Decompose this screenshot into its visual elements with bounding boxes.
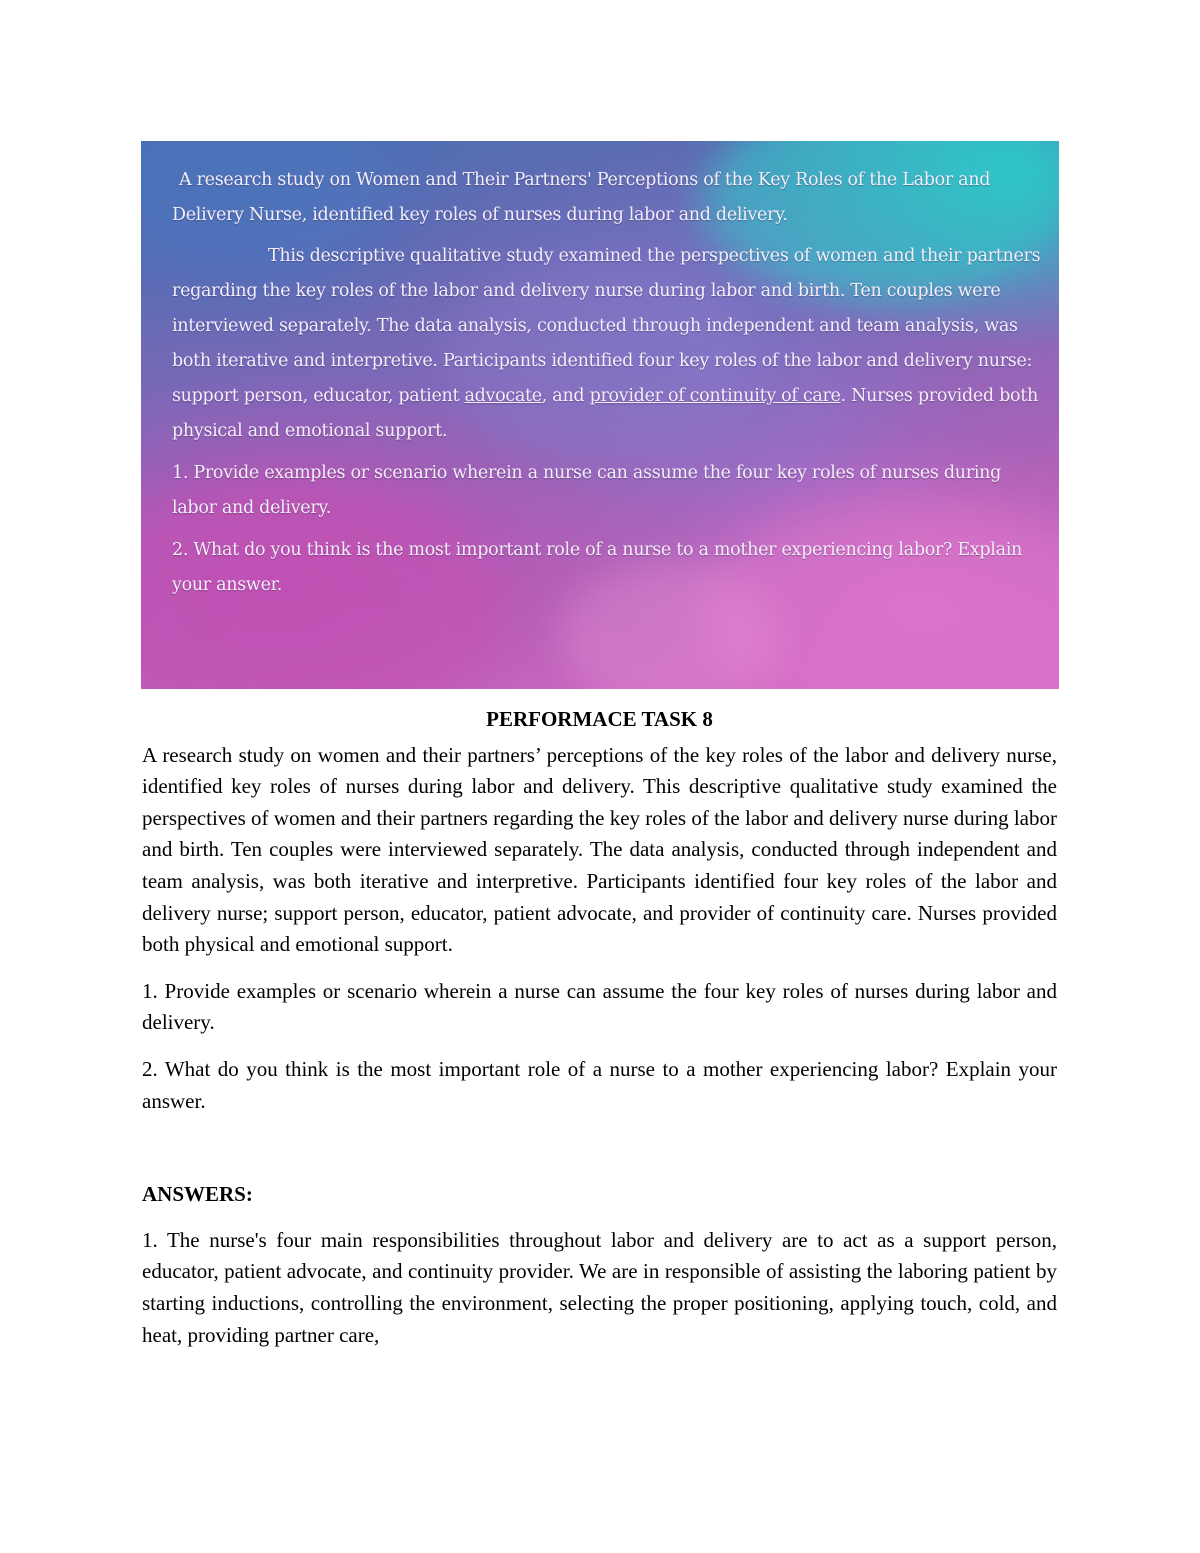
- banner-advocate-underlined: advocate: [464, 386, 542, 406]
- page-title: PERFORMACE TASK 8: [486, 707, 713, 731]
- banner-continuity-underlined: provider of continuity of care: [589, 386, 841, 406]
- banner-text: [172, 163, 1042, 603]
- question-1: 1. Provide examples or scenario wherein a nurse can assume the four key roles of nurses during labor and delivery.: [142, 978, 1057, 1035]
- question-2: 2. What do you think is the most important role of a nurse to a mother experiencing labor? Explain your answer.: [142, 1056, 1057, 1113]
- banner-paragraph-text-c: . Nurses provided both physical and emotional support.: [172, 386, 1038, 441]
- answer-1: 1. The nurse's four main responsibilities throughout labor and delivery are to act as a support person, educator, patient advocate, and continuity provider. We are in responsible of assisting the laboring patient by starting inductions, controlling the environment, selecting the proper positioning, applying touch, cold, and heat, providing partner care,: [142, 1227, 1057, 1347]
- banner-paragraph-text: This descriptive qualitative study examined the perspectives of women and their partners regarding the key roles of the labor and delivery nurse during labor and birth. Ten couples were interviewed separately. The data analysis, conducted through independent and team analysis, was both iterative and interpretive. Participants identified four key roles of the labor and delivery nurse: support person, educator, patient: [172, 246, 1041, 406]
- banner-paragraph: [172, 239, 1042, 449]
- banner-question-2: 2. What do you think is the most important role of a nurse to a mother experiencing labor? Explain your answer.: [172, 540, 1023, 595]
- banner-question-1: 1. Provide examples or scenario wherein a nurse can assume the four key roles of nurses during labor and delivery.: [172, 463, 1001, 518]
- answers-heading: ANSWERS:: [142, 1182, 253, 1207]
- banner-intro: A research study on Women and Their Partners' Perceptions of the Key Roles of the Labor and Delivery Nurse, identified key roles of nurses during labor and delivery.: [172, 170, 991, 225]
- banner-paragraph-text-b: , and: [541, 386, 590, 406]
- document-body: [142, 704, 1057, 1351]
- header-image-banner: [141, 141, 1059, 689]
- intro-paragraph: A research study on women and their partners’ perceptions of the key roles of the labor and delivery nurse, identified key roles of nurses during labor and delivery. This descriptive qualitative study examined the perspectives of women and their partners regarding the key roles of the labor and delivery nurse during labor and birth. Ten couples were interviewed separately. The data analysis, conducted through independent and team analysis, was both iterative and interpretive. Participants identified four key roles of the labor and delivery nurse; support person, educator, patient advocate, and provider of continuity care. Nurses provided both physical and emotional support.: [142, 742, 1057, 957]
